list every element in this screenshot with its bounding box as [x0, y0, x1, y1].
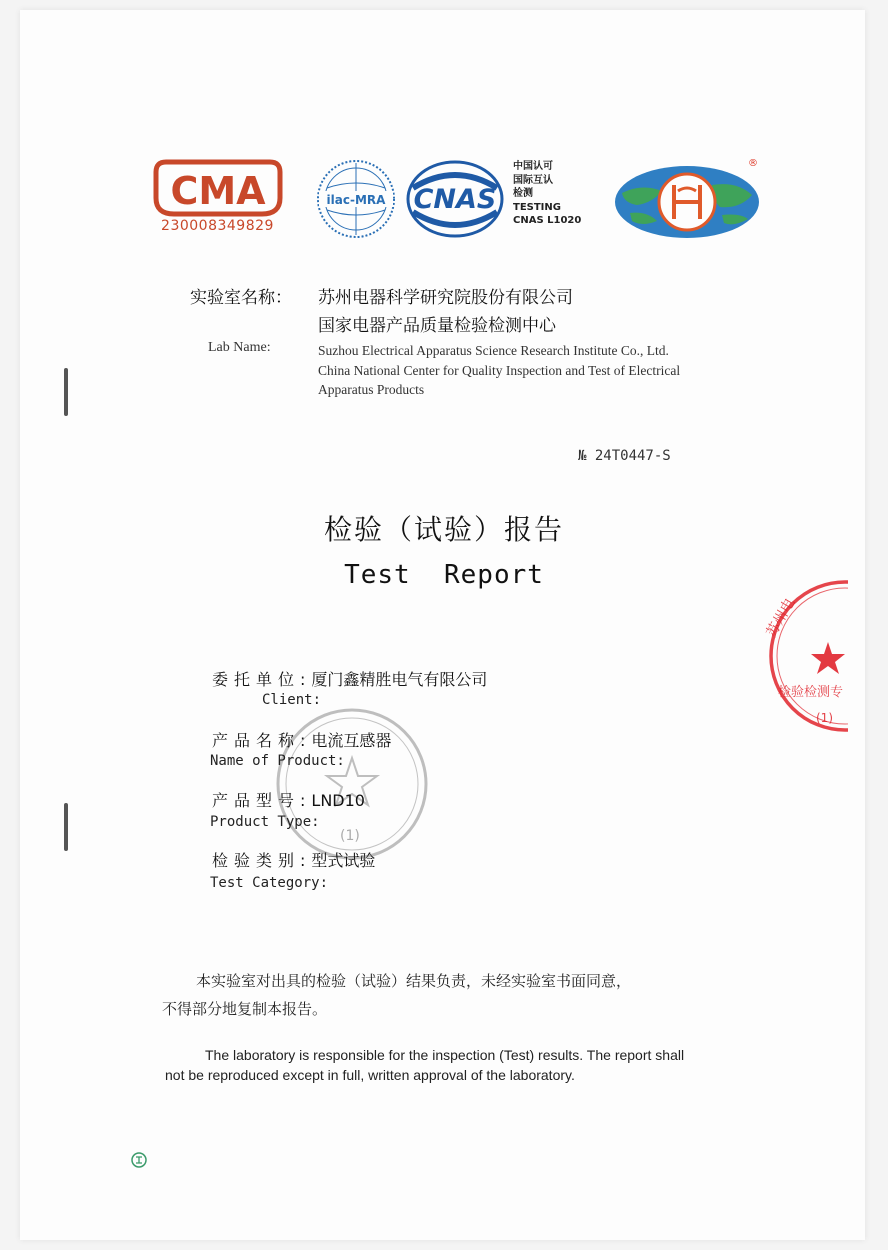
- lab-name-en-3: Apparatus Products: [318, 382, 425, 397]
- disclaimer-cn: [162, 967, 762, 1023]
- test-category-row: [212, 848, 375, 871]
- binding-mark-top: [64, 368, 68, 416]
- lab-label-en: Lab Name:: [208, 340, 271, 355]
- binding-mark-bottom: [64, 803, 68, 851]
- disclaimer-cn-line-2: 不得部分地复制本报告。: [162, 1000, 328, 1018]
- test-category-label-cn: 检验类别:: [212, 851, 312, 870]
- cnas-line: 检测: [513, 188, 533, 199]
- cma-letters: CMA: [170, 169, 266, 213]
- product-type-row: [212, 788, 365, 811]
- product-name-value: 电流互感器: [311, 731, 392, 750]
- lab-name-cn-2: 国家电器产品质量检验检测中心: [318, 316, 556, 336]
- disclaimer-cn-line-1: 本实验室对出具的检验（试验）结果负责，未经实验室书面同意，: [196, 972, 632, 990]
- disclaimer-en-line-2: not be reproduced except in full, written approval of the laboratory.: [165, 1067, 575, 1083]
- test-category-value: 型式试验: [311, 851, 376, 870]
- product-type-value: LND10: [311, 791, 365, 810]
- lab-label-cn: 实验室名称：: [190, 288, 292, 308]
- cnas-line: CNAS L1020: [513, 215, 582, 226]
- print-mark-icon: [131, 1152, 147, 1168]
- report-title-cn: 检验（试验）报告: [323, 513, 564, 546]
- client-label-cn: 委托单位:: [212, 670, 312, 689]
- disclaimer-en-line-1: The laboratory is responsible for the inspection (Test) results. The report shall: [205, 1047, 685, 1063]
- cnas-line: 国际互认: [513, 174, 553, 186]
- product-type-label-cn: 产品型号:: [212, 791, 312, 810]
- client-value: 厦门鑫精胜电气有限公司: [311, 670, 488, 689]
- globe-logo: [612, 163, 762, 241]
- cnas-line: TESTING: [513, 201, 561, 213]
- product-name-row: [212, 728, 391, 751]
- red-seal-bottom: 检验检测专: [778, 685, 844, 700]
- cnas-logo: [405, 160, 505, 238]
- client-label-en: Client:: [262, 692, 322, 708]
- red-seal-text: 苏州电: [763, 595, 799, 640]
- product-name-label-en: Name of Product:: [210, 753, 345, 769]
- cma-logo: [152, 158, 284, 220]
- test-category-label-en: Test Category:: [210, 875, 329, 891]
- product-type-label-en: Product Type:: [210, 814, 320, 830]
- cma-number: 230008349829: [161, 218, 274, 234]
- lab-name-en-2: China National Center for Quality Inspection and Test of Electrical: [318, 363, 681, 378]
- report-number: № 24T0447-S: [578, 448, 671, 464]
- lab-name-cn-1: 苏州电器科学研究院股份有限公司: [318, 288, 573, 308]
- product-name-label-cn: 产品名称:: [212, 731, 312, 750]
- cnas-text: CNAS: [413, 184, 497, 215]
- disclaimer-en: [165, 1045, 765, 1085]
- report-title-en: Test Report: [344, 560, 544, 590]
- registered-mark: ®: [748, 158, 758, 169]
- lab-name-en-1: Suzhou Electrical Apparatus Science Research Institute Co., Ltd.: [318, 343, 669, 358]
- red-seal-stamp: [750, 578, 848, 738]
- client-row: [212, 667, 487, 690]
- cnas-line: 中国认可: [513, 161, 553, 172]
- cnas-accreditation-text: [513, 160, 581, 228]
- red-seal-number: (1): [816, 711, 833, 725]
- gray-seal-number: (1): [340, 828, 360, 844]
- ilac-mra-logo: [315, 158, 397, 240]
- ilac-text: ilac-MRA: [326, 193, 386, 207]
